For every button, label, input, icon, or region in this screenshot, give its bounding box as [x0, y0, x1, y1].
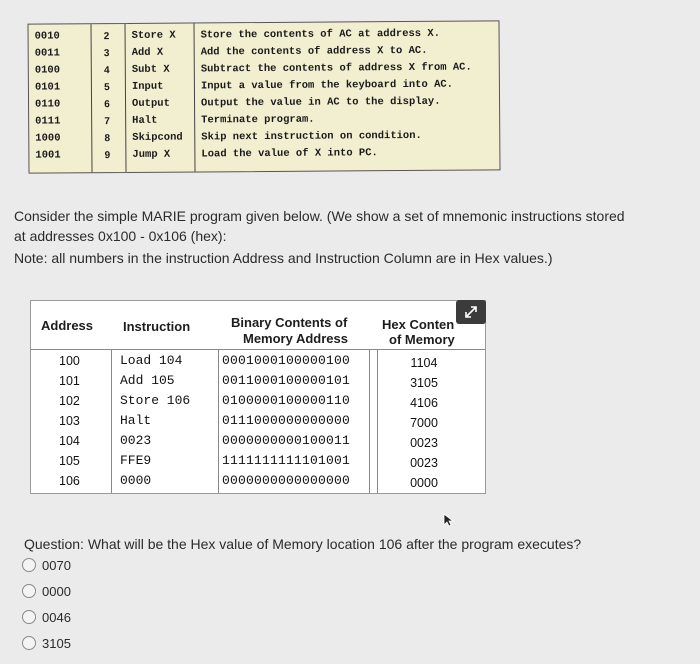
- row-address: 102: [59, 394, 80, 408]
- opcode: 0101: [34, 81, 61, 94]
- row-hex: 3105: [410, 376, 438, 390]
- hex-digit: 9: [104, 150, 111, 162]
- option-label: 0000: [42, 583, 71, 599]
- header-hex-line-1: Hex Conten: [382, 317, 455, 332]
- opcode: 0011: [34, 47, 60, 60]
- description: Store the contents of AC at address X.: [200, 27, 441, 42]
- mnemonic: Jump X: [132, 148, 171, 161]
- option-0000[interactable]: [22, 581, 71, 601]
- mnemonic: Skipcond: [132, 131, 183, 144]
- row-instruction: Halt: [120, 413, 152, 428]
- description: Terminate program.: [201, 113, 315, 127]
- opcode: 0110: [35, 98, 61, 111]
- row-instruction: Store 106: [120, 393, 191, 408]
- hex-digit: 3: [103, 48, 110, 60]
- row-hex: 0023: [410, 436, 438, 450]
- radio-button[interactable]: [22, 610, 36, 624]
- option-0046[interactable]: [22, 607, 71, 627]
- instruction-set-table: [27, 20, 500, 173]
- row-binary: 1111111111101001: [222, 453, 351, 468]
- row-hex: 7000: [410, 416, 438, 430]
- description: Load the value of X into PC.: [201, 147, 378, 161]
- description: Add the contents of address X to AC.: [200, 44, 428, 59]
- program-table: [30, 300, 486, 494]
- expand-icon: [464, 305, 478, 319]
- header-address: Address: [41, 318, 94, 333]
- row-address: 104: [59, 434, 80, 448]
- row-binary: 0111000000000000: [222, 413, 351, 428]
- hex-digit: 7: [104, 116, 110, 128]
- row-instruction: 0000: [120, 473, 152, 488]
- header-binary-line-2: Memory Address: [243, 331, 348, 346]
- row-instruction: 0023: [120, 433, 152, 448]
- option-label: 3105: [42, 635, 71, 651]
- intro-note: Note: all numbers in the instruction Address and Instruction Column are in Hex values.): [14, 250, 553, 266]
- row-address: 101: [59, 374, 80, 388]
- row-binary: 0000000000000000: [222, 473, 351, 488]
- row-hex: 4106: [410, 396, 438, 410]
- isa-row: [29, 144, 499, 164]
- hex-digit: 2: [103, 31, 110, 43]
- radio-button[interactable]: [22, 636, 36, 650]
- option-label: 0070: [42, 557, 71, 573]
- radio-button[interactable]: [22, 584, 36, 598]
- hex-digit: 5: [104, 82, 110, 94]
- expand-image-button[interactable]: [456, 300, 486, 324]
- row-binary: 0011000100000101: [222, 373, 351, 388]
- radio-button[interactable]: [22, 558, 36, 572]
- mnemonic: Store X: [131, 29, 176, 42]
- hex-digit: 8: [104, 133, 111, 145]
- description: Input a value from the keyboard into AC.: [200, 78, 454, 93]
- mnemonic: Output: [132, 97, 170, 110]
- row-address: 103: [59, 414, 80, 428]
- row-instruction: Add 105: [120, 373, 175, 388]
- opcode: 1000: [35, 132, 61, 145]
- row-address: 105: [59, 454, 80, 468]
- row-address: 100: [59, 354, 80, 368]
- opcode: 0100: [34, 64, 61, 77]
- row-hex: 1104: [410, 356, 438, 370]
- description: Subtract the contents of address X from AC.: [200, 61, 472, 76]
- mouse-cursor-icon: [443, 513, 455, 527]
- header-instruction: Instruction: [123, 319, 191, 334]
- row-instruction: Load 104: [120, 353, 183, 368]
- row-binary: 0000000000100011: [222, 433, 351, 448]
- mnemonic: Input: [131, 80, 164, 93]
- question-text: Question: What will be the Hex value of Memory location 106 after the program executes?: [24, 536, 582, 552]
- intro-line-2: at addresses 0x100 - 0x106 (hex):: [14, 228, 227, 244]
- mnemonic: Subt X: [131, 63, 170, 76]
- description: Output the value in AC to the display.: [201, 95, 441, 110]
- option-0070[interactable]: [22, 555, 71, 575]
- hex-digit: 4: [103, 65, 110, 77]
- row-binary: 0001000100000100: [222, 353, 351, 368]
- opcode: 1001: [35, 149, 61, 162]
- row-hex: 0000: [410, 476, 438, 490]
- opcode: 0010: [34, 30, 60, 43]
- header-hex-line-2: of Memory: [389, 332, 455, 347]
- row-address: 106: [59, 474, 80, 488]
- description: Skip next instruction on condition.: [201, 129, 422, 144]
- hex-digit: 6: [104, 99, 110, 111]
- header-binary-line-1: Binary Contents of: [231, 315, 348, 330]
- row-hex: 0023: [410, 456, 438, 470]
- option-label: 0046: [42, 609, 71, 625]
- option-3105[interactable]: [22, 633, 71, 653]
- opcode: 0111: [35, 115, 61, 128]
- intro-line-1: Consider the simple MARIE program given below. (We show a set of mnemonic instructions stored: [14, 208, 625, 224]
- mnemonic: Halt: [132, 114, 158, 127]
- row-instruction: FFE9: [120, 453, 152, 468]
- mnemonic: Add X: [131, 46, 164, 59]
- row-binary: 0100000100000110: [222, 393, 351, 408]
